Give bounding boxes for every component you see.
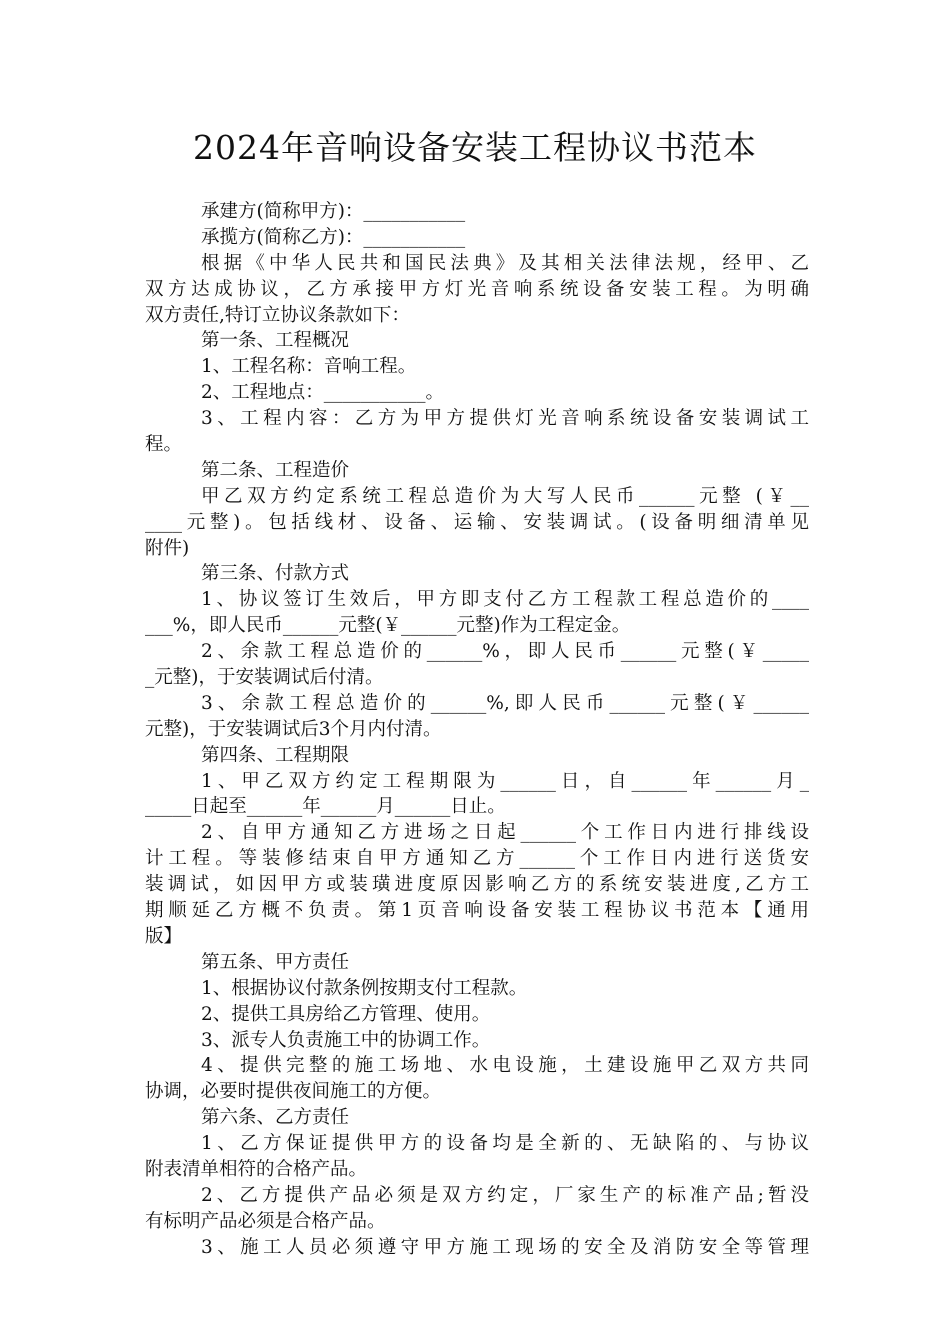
document-line: 甲乙双方约定系统工程总造价为大写人民币______元整 (￥__: [201, 485, 809, 507]
document-line: 4、提供完整的施工场地、水电设施，土建设施甲乙双方共同: [201, 1055, 809, 1077]
document-title: 2024年音响设备安装工程协议书范本: [193, 128, 757, 167]
document-line: 1、甲乙双方约定工程期限为______日，自______年______月_: [201, 770, 809, 792]
document-line: 承揽方(简称乙方)：___________: [201, 226, 466, 248]
document-line: 计工程。等装修结束自甲方通知乙方______个工作日内进行送货安: [145, 848, 809, 870]
document-line: 3、派专人负责施工中的协调工作。: [201, 1029, 491, 1051]
document-line: 双方责任,特订立协议条款如下：: [145, 304, 410, 326]
document-line: 2、工程地点：___________。: [201, 382, 445, 404]
document-line: 2、自甲方通知乙方进场之日起______个工作日内进行排线设: [201, 822, 809, 844]
document-line: 根据《中华人民共和国民法典》及其相关法律法规，经甲、乙: [201, 252, 809, 274]
document-line: 3、余款工程总造价的______%,即人民币______元整(￥______: [201, 692, 809, 714]
document-line: 2、余款工程总造价的______%，即人民币______元整(￥_____: [201, 641, 809, 663]
document-line: 1、协议签订生效后，甲方即支付乙方工程款工程总造价的____: [201, 589, 809, 611]
document-line: 装调试，如因甲方或装璜进度原因影响乙方的系统安装进度,乙方工: [145, 874, 809, 896]
document-line: 第六条、乙方责任: [201, 1107, 350, 1129]
document-line: 3、工程内容：乙方为甲方提供灯光音响系统设备安装调试工: [201, 408, 809, 430]
document-body: [145, 199, 809, 1261]
document-line: 程。: [145, 434, 183, 456]
document-line: 附表清单相符的合格产品。: [145, 1158, 368, 1180]
document-line: ____元整)。包括线材、设备、运输、安装调试。(设备明细清单见: [145, 511, 809, 533]
document-line: _____日起至______年______月______日止。: [145, 796, 506, 818]
document-line: 元整)，于安装调试后3个月内付清。: [145, 718, 442, 740]
document-line: 第一条、工程概况: [201, 330, 350, 352]
document-line: 有标明产品必须是合格产品。: [145, 1210, 386, 1232]
document-line: 2、乙方提供产品必须是双方约定，厂家生产的标准产品;暂没: [201, 1184, 809, 1206]
document-line: 附件): [145, 537, 190, 559]
document-line: 版】: [145, 925, 183, 947]
document-line: 双方达成协议，乙方承接甲方灯光音响系统设备安装工程。为明确: [145, 278, 809, 300]
document-line: 第五条、甲方责任: [201, 951, 350, 973]
document-line: 承建方(简称甲方)：___________: [201, 201, 466, 222]
document-line: 第三条、付款方式: [201, 563, 350, 585]
document-line: 1、工程名称：音响工程。: [201, 356, 417, 378]
document-line: 协调，必要时提供夜间施工的方便。: [145, 1081, 442, 1103]
document-line: 1、乙方保证提供甲方的设备均是全新的、无缺陷的、与协议: [201, 1133, 809, 1155]
document-line: 第二条、工程造价: [201, 459, 350, 481]
document-line: _元整)，于安装调试后付清。: [145, 667, 384, 689]
document-line: 第四条、工程期限: [201, 744, 350, 766]
document-line: 3、施工人员必须遵守甲方施工现场的安全及消防安全等管理: [201, 1236, 809, 1258]
document-line: 期顺延乙方概不负责。第1页音响设备安装工程协议书范本【通用: [145, 900, 809, 922]
document-line: 1、根据协议付款条例按期支付工程款。: [201, 977, 528, 999]
document-line: ___%，即人民币______元整(￥______元整)作为工程定金。: [145, 615, 631, 637]
document-line: 2、提供工具房给乙方管理、使用。: [201, 1003, 491, 1025]
